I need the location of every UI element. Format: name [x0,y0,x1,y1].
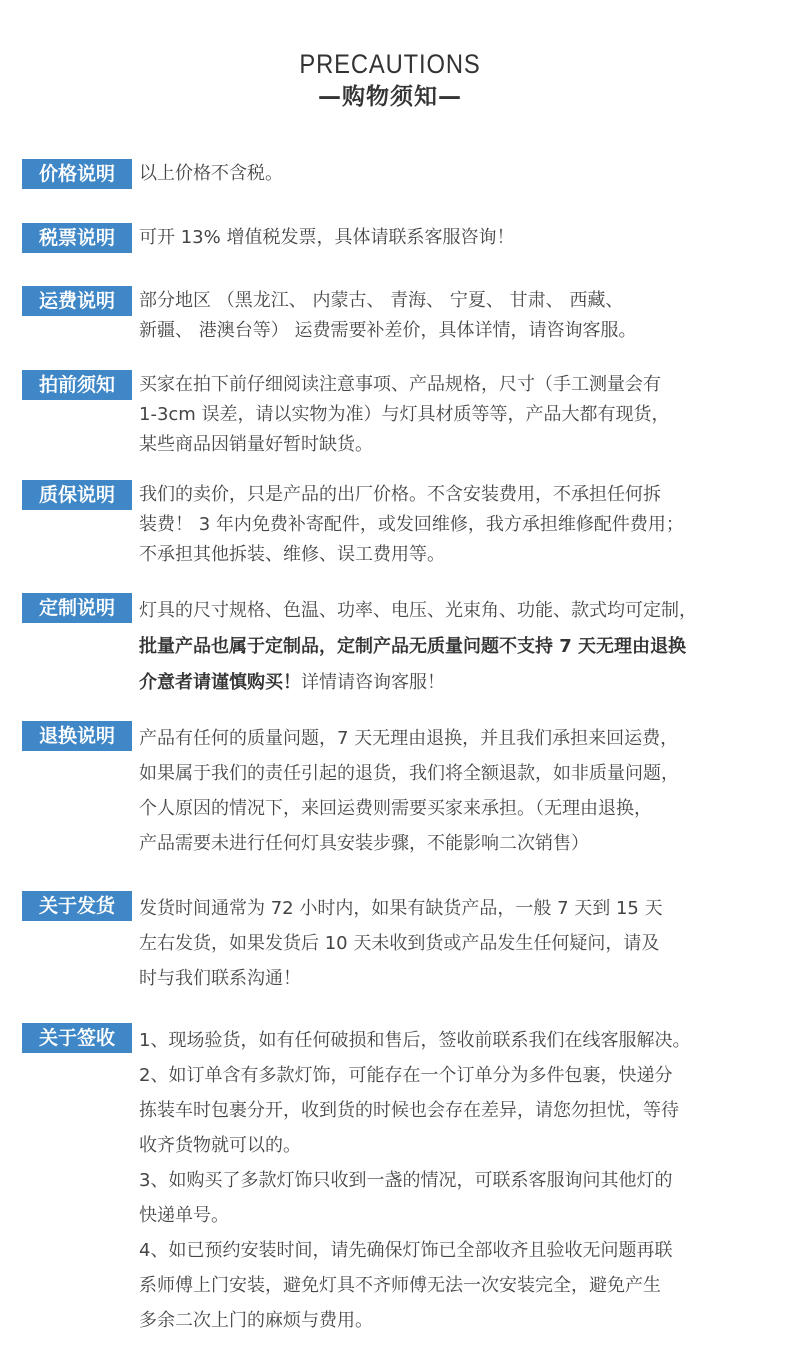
section-tag-receipt: 关于签收 [22,1023,132,1053]
section-tag-shipping-fee: 运费说明 [22,286,132,316]
text-line [139,665,789,701]
text-line: 发货时间通常为 72 小时内，如果有缺货产品，一般 7 天到 15 天 [139,898,663,919]
text-line: 我们的卖价，只是产品的出厂价格。不含安装费用，不承担任何拆 [139,484,661,505]
text-line: 系师傅上门安装，避免灯具不齐师傅无法一次安装完全，避免产生 [139,1275,661,1296]
section-text-shipping-fee [139,286,789,346]
text-line: 1-3cm 误差，请以实物为准）与灯具材质等等，产品大都有现货， [139,404,670,425]
text-line: 以上价格不含税。 [139,163,283,184]
section-text-before-purchase [139,370,789,460]
text-line: 如果属于我们的责任引起的退货，我们将全额退款，如非质量问题， [139,763,679,784]
text-line: 收齐货物就可以的。 [139,1135,301,1156]
page-header [0,46,780,112]
section-text-delivery [139,891,789,996]
text-line: 某些商品因销量好暂时缺货。 [139,434,373,455]
section-text-customization [139,593,789,701]
section-text-warranty [139,480,789,570]
text-line: 可开 13% 增值税发票，具体请联系客服咨询！ [139,227,515,248]
text-line: 快递单号。 [139,1205,229,1226]
text-bold-part: 介意者请谨慎购买！ [139,672,301,693]
text-line: 不承担其他拆装、维修、误工费用等。 [139,544,445,565]
text-line: 1、现场验货，如有任何破损和售后，签收前联系我们在线客服解决。 [139,1030,691,1051]
section-tag-warranty: 质保说明 [22,480,132,510]
text-line: 2、如订单含有多款灯饰，可能存在一个订单分为多件包裹，快递分 [139,1065,673,1086]
text-tail: 详情请咨询客服！ [301,672,445,693]
text-line: 产品有任何的质量问题，7 天无理由退换，并且我们承担来回运费， [139,728,679,749]
text-line: 拣装车时包裹分开，收到货的时候也会存在差异，请您勿担忧，等待 [139,1100,679,1121]
text-line: 4、如已预约安装时间，请先确保灯饰已全部收齐且验收无问题再联 [139,1240,673,1261]
text-line-bold: 批量产品也属于定制品，定制产品无质量问题不支持 7 天无理由退换 [139,636,687,657]
section-text-invoice [139,223,789,253]
text-line: 多余二次上门的麻烦与费用。 [139,1310,373,1331]
text-line: 左右发货，如果发货后 10 天未收到货或产品发生任何疑问，请及 [139,933,660,954]
section-text-price [139,159,789,189]
section-text-receipt [139,1023,789,1338]
section-tag-customization: 定制说明 [22,593,132,623]
text-line: 个人原因的情况下，来回运费则需要买家来承担。（无理由退换， [139,798,652,819]
text-line: 部分地区 （黑龙江、 内蒙古、 青海、 宁夏、 甘肃、 西藏、 [139,290,624,311]
title-chinese: —购物须知— [318,84,462,110]
section-tag-invoice: 税票说明 [22,223,132,253]
text-line: 灯具的尺寸规格、色温、功率、电压、光束角、功能、款式均可定制， [139,600,697,621]
section-tag-returns: 退换说明 [22,721,132,751]
text-line: 3、如购买了多款灯饰只收到一盏的情况，可联系客服询问其他灯的 [139,1170,673,1191]
text-line: 买家在拍下前仔细阅读注意事项、产品规格，尺寸（手工测量会有 [139,374,661,395]
text-line: 产品需要未进行任何灯具安装步骤，不能影响二次销售） [139,833,589,854]
text-line: 时与我们联系沟通！ [139,968,301,989]
section-text-returns [139,721,789,861]
text-line: 新疆、 港澳台等） 运费需要补差价，具体详情，请咨询客服。 [139,320,637,341]
text-line: 装费！ 3 年内免费补寄配件，或发回维修，我方承担维修配件费用； [139,514,684,535]
section-tag-delivery: 关于发货 [22,891,132,921]
section-tag-price: 价格说明 [22,159,132,189]
section-tag-before-purchase: 拍前须知 [22,370,132,400]
title-english: PRECAUTIONS [299,49,481,79]
